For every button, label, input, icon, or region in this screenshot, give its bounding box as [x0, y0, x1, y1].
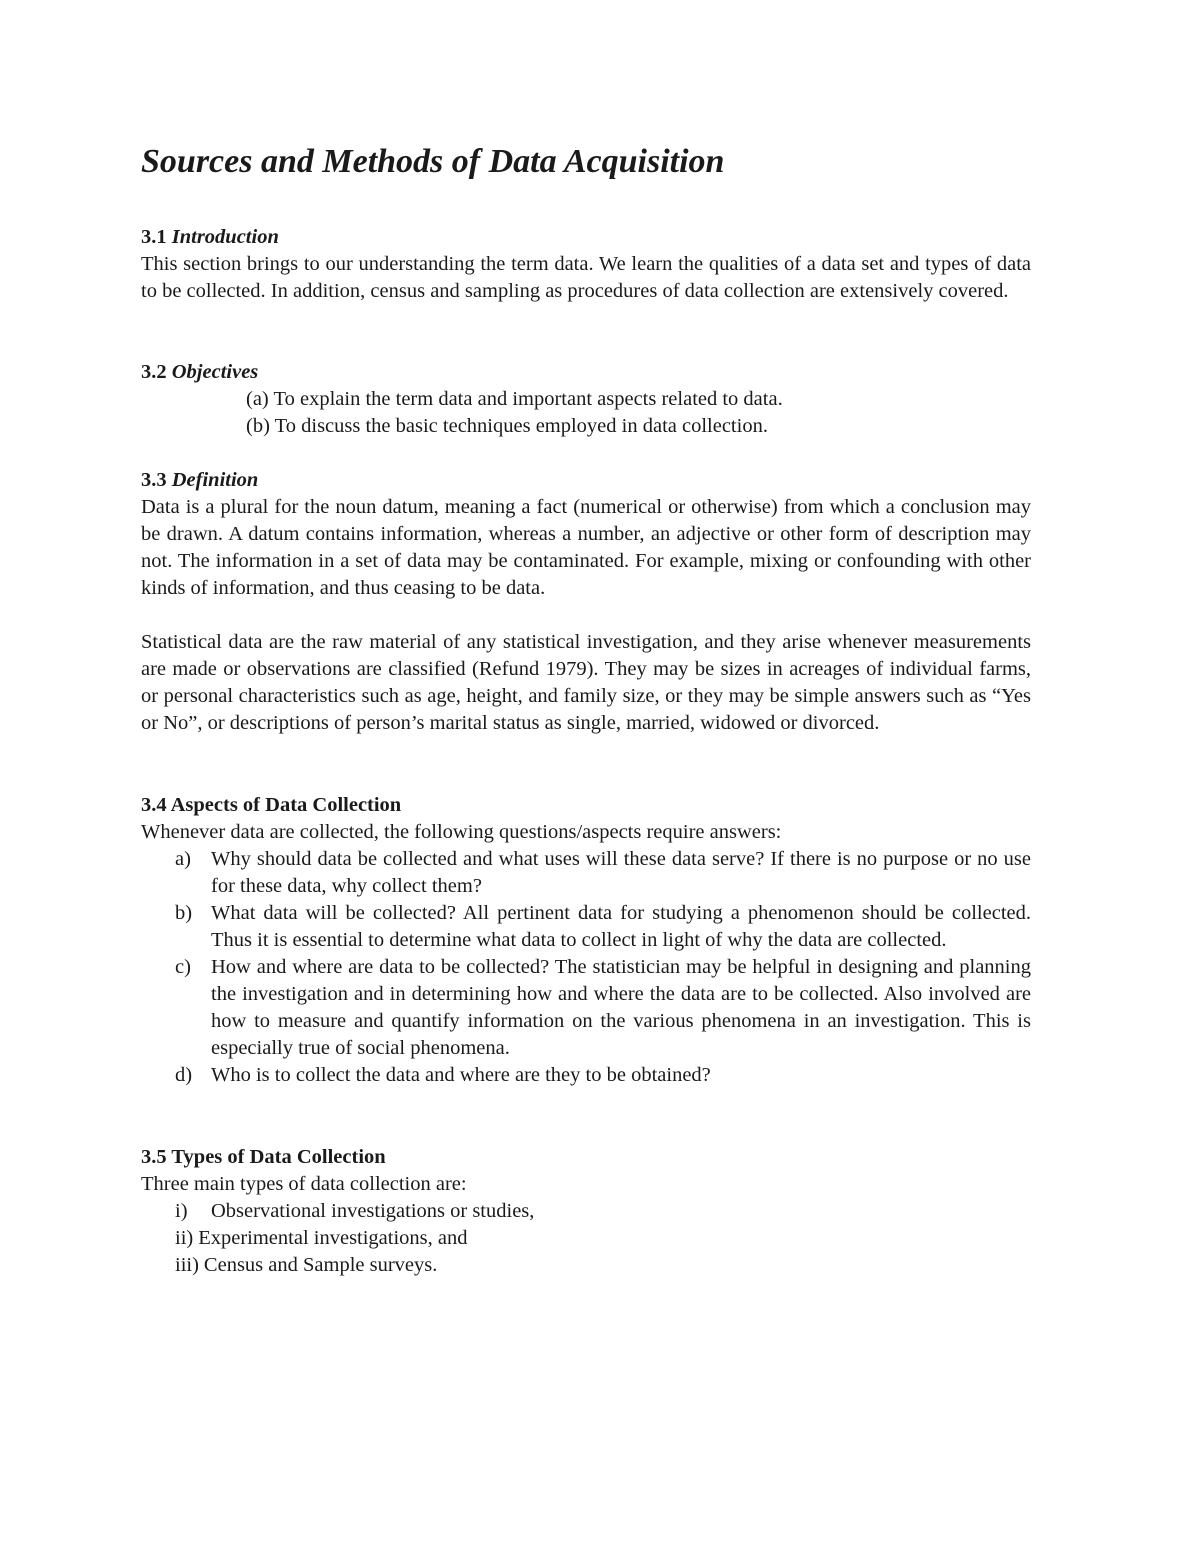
section-definition	[141, 467, 1031, 737]
section-aspects	[141, 792, 1031, 1089]
aspects-list	[141, 846, 1031, 1089]
objectives-list	[141, 386, 1031, 440]
section-heading-introduction: 3.1 Introduction	[141, 226, 279, 248]
definition-paragraph-1: Data is a plural for the noun datum, meaning a fact (numerical or otherwise) from which a conclusion may be drawn. A datum contains information, whereas a number, an adjective or other form of description may not. The information in a set of data may be contaminated. For example, mixing or confounding with other kinds of information, and thus ceasing to be data.	[141, 496, 1031, 599]
list-item: a) Why should data be collected and what uses will these data serve? If there is no purpose or no use for these data, why collect them?	[175, 848, 1031, 897]
section-heading-aspects: 3.4 Aspects of Data Collection	[141, 794, 402, 816]
definition-paragraph-2: Statistical data are the raw material of any statistical investigation, and they arise whenever measurements are made or observations are classified (Refund 1979). They may be sizes in acreages of individual farms, or personal characteristics such as age, height, and family size, or they may be simple answers such as “Yes or No”, or descriptions of person’s marital status as single, married, widowed or divorced.	[141, 631, 1031, 734]
document-title: Sources and Methods of Data Acquisition	[141, 143, 725, 180]
introduction-paragraph: This section brings to our understanding the term data. We learn the qualities of a data set and types of data to be collected. In addition, census and sampling as procedures of data collection are extensively covered.	[141, 253, 1031, 302]
list-item: c) How and where are data to be collected? The statistician may be helpful in designing and planning the investigation and in determining how and where the data are to be collected. Also involved are how to measure and quantify information on the various phenomena in an investigation. This is especially true of social phenomena.	[175, 956, 1031, 1059]
list-item: b) What data will be collected? All pertinent data for studying a phenomenon should be collected. Thus it is essential to determine what data to collect in light of why the data are collected.	[175, 902, 1031, 951]
list-item: (b) To discuss the basic techniques employed in data collection.	[246, 415, 768, 437]
types-intro: Three main types of data collection are:	[141, 1173, 467, 1195]
section-heading-types: 3.5 Types of Data Collection	[141, 1146, 386, 1168]
list-item: d) Who is to collect the data and where are they to be obtained?	[175, 1064, 711, 1086]
list-item: ii) Experimental investigations, and	[175, 1227, 468, 1249]
section-heading-objectives: 3.2 Objectives	[141, 361, 259, 383]
section-introduction	[141, 224, 1031, 305]
list-item: iii) Census and Sample surveys.	[175, 1254, 438, 1276]
section-heading-definition: 3.3 Definition	[141, 469, 259, 491]
list-item: i) Observational investigations or studies,	[175, 1200, 535, 1222]
list-item: (a) To explain the term data and important aspects related to data.	[246, 388, 783, 410]
section-objectives	[141, 359, 1031, 440]
aspects-intro: Whenever data are collected, the following questions/aspects require answers:	[141, 821, 782, 843]
section-types	[141, 1144, 1031, 1279]
types-list	[141, 1198, 1031, 1279]
